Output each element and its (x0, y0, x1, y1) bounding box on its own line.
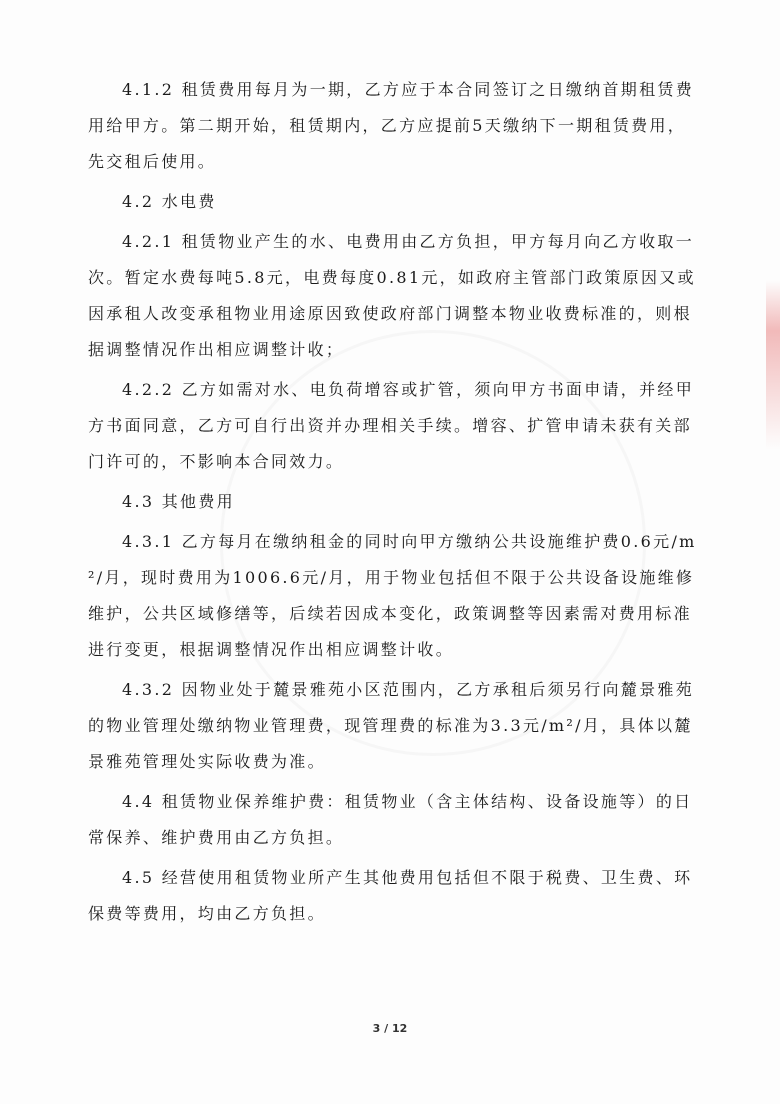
clause-4-3-1: 4.3.1 乙方每月在缴纳租金的同时向甲方缴纳公共设施维护费0.6元/m²/月，现时费用为1006.6元/月，用于物业包括但不限于公共设备设施维修维护，公共区域修缮等，后续若因成本变化，政策调整等因素需对费用标准进行变更，根据调整情况作出相应调整计收。 (88, 532, 697, 659)
section-4-2-heading: 4.2 水电费 (122, 192, 217, 211)
document-body (88, 72, 700, 936)
clause-4-4: 4.4 租赁物业保养维护费：租赁物业（含主体结构、设备设施等）的日常保养、维护费用由乙方负担。 (88, 792, 693, 847)
seal-edge-mark (766, 280, 780, 450)
clause-4-2-2: 4.2.2 乙方如需对水、电负荷增容或扩管，须向甲方书面申请，并经甲方书面同意，乙方可自行出资并办理相关手续。增容、扩管申请未获有关部门许可的，不影响本合同效力。 (88, 380, 694, 471)
clause-4-1-2: 4.1.2 租赁费用每月为一期，乙方应于本合同签订之日缴纳首期租赁费用给甲方。第二期开始，租赁期内，乙方应提前5天缴纳下一期租赁费用，先交租后使用。 (88, 80, 694, 171)
clause-4-2-1: 4.2.1 租赁物业产生的水、电费用由乙方负担，甲方每月向乙方收取一次。暂定水费每吨5.8元，电费每度0.81元，如政府主管部门政策原因又或因承租人改变承租物业用途原因致使政府部门调整本物业收费标准的，则根据调整情况作出相应调整计收； (88, 232, 696, 359)
page-number: 3 / 12 (372, 1022, 408, 1035)
clause-4-5: 4.5 经营使用租赁物业所产生其他费用包括但不限于税费、卫生费、环保费等费用，均由乙方负担。 (88, 868, 693, 923)
section-4-3-heading: 4.3 其他费用 (122, 492, 235, 511)
clause-4-3-2: 4.3.2 因物业处于麓景雅苑小区范围内，乙方承租后须另行向麓景雅苑的物业管理处缴纳物业管理费，现管理费的标准为3.3元/m²/月，具体以麓景雅苑管理处实际收费为准。 (88, 680, 694, 771)
